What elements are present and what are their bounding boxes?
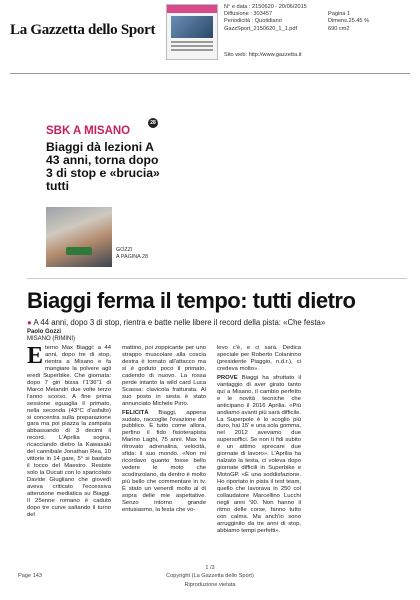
bullet-icon: ● bbox=[27, 318, 32, 327]
column-2-paragraph bbox=[122, 410, 206, 514]
caption-name: GOZZI bbox=[116, 247, 133, 253]
footer-copyright: Copyright (La Gazzetta dello Sport) bbox=[166, 573, 254, 579]
front-page-thumbnail bbox=[166, 4, 218, 60]
byline bbox=[27, 329, 75, 343]
article-column-3 bbox=[217, 345, 301, 537]
rider-photo bbox=[46, 207, 112, 267]
masthead-logo: La Gazzetta dello Sport bbox=[10, 22, 156, 38]
box-headline: Biaggi dà lezioni A 43 anni, torna dopo 3 di stop e «brucia» tutti bbox=[46, 140, 160, 193]
info-website: Sito web: http://www.gazzetta.it bbox=[224, 52, 302, 58]
subtitle-text: A 44 anni, dopo 3 di stop, rientra e batte nelle libere il record della pista: «Che festa» bbox=[33, 318, 326, 327]
drop-cap: E bbox=[27, 343, 44, 369]
column-2-lead: FELICITÀ bbox=[122, 409, 149, 416]
thumbnail-header-band bbox=[167, 5, 217, 13]
clipping-info bbox=[224, 4, 369, 33]
article-column-1 bbox=[27, 345, 111, 519]
thumbnail-text-line bbox=[171, 41, 213, 43]
column-3-paragraph bbox=[217, 375, 301, 535]
info-size: Dimens.25.45 % bbox=[328, 18, 370, 25]
article-title: Biaggi ferma il tempo: tutti dietro bbox=[27, 288, 356, 313]
info-circulation: Diffusione : 303457 bbox=[224, 11, 273, 18]
column-3-lead: PROVE bbox=[217, 374, 238, 381]
footer-rights: Riproduzione vietata bbox=[184, 582, 236, 588]
box-kicker: SBK A MISANO bbox=[46, 125, 131, 137]
footer-page-number: Page 143 bbox=[18, 573, 42, 579]
thumbnail-photo bbox=[171, 16, 213, 38]
column-3-text-b: Biaggi ha sfruttato il vantaggio di aver girato tanto qui a Misano, il cambio perfetto e le novità tecniche che anticipano il 2016 Aprilia. «Più andiamo avanti più sarà difficile. La Superpole è lo scoglio più duro, hai 15' e una sola gomma, nel 2012 avevamo due supersoffici. Se non ti fidi subito è un attimo sprecare due giornate di lavoro». L'Aprilia ha rialzato la testa, ci voleva dopo giornate difficili in Superbike e MotoGP. «È una soddisfazione. Ho riportato in pista il test team, quello che lavorava in 250 col collaudatore Marcellino Lucchi negli anni '90. Non hanno il ritmo delle corse, fanno tutto con calma. Ma anch'io sono arrugginito da tre anni di stop, abbiamo tempi perfetti». bbox=[217, 374, 301, 534]
caption-page-ref: A PAGINA 28 bbox=[116, 253, 148, 260]
header-divider bbox=[10, 73, 410, 74]
author-name: Paolo Gozzi bbox=[27, 329, 62, 335]
info-date: N° e data : 2150620 - 20/06/2015 bbox=[224, 4, 307, 10]
article-subtitle bbox=[27, 318, 325, 327]
helmet-visor bbox=[66, 247, 92, 255]
dateline: MISANO (RIMINI) bbox=[27, 336, 75, 342]
thumbnail-text-line bbox=[171, 45, 213, 47]
column-2-text-a: mattino, poi zoppicante per uno strappo muscolare alla coscia destra è tornato all'attacco ma si è goduto poco il primato, cadendo di nuovo. La rossa perde intanto la wild card Luca Scassa: clavicola fratturata. Al suo posto in sesta è stato annunciato Michele Pirro. bbox=[122, 345, 206, 407]
page-badge: 28 bbox=[148, 118, 158, 128]
thumbnail-text-line bbox=[171, 49, 213, 51]
section-divider bbox=[27, 278, 407, 279]
column-2-text-b: Biaggi, appena sudato, raccoglie l'ovazione del pubblico. È tutto come allora, perfino il fido fisioterapista Marino Laghi, 75 anni. Max ha ritrovato adrenalina, velocità, sfida: il suo mondo. «Non mi ricordavo quanto fosse bello vedere le moto che scodinzolano, da dentro è molto più bello che commentare in tv. È stato un venerdì molto al di sopra delle mie aspettative. Senzo intorno grande entusiasmo, la festa che vo- bbox=[122, 409, 206, 513]
article-column-2 bbox=[122, 345, 206, 516]
photo-caption bbox=[116, 247, 148, 260]
column-3-text-a: levo c'è, e ci sarà. Dedica speciale per Roberto Colaninno (presidente Piaggio, n.d.r.), ci credeva molto». bbox=[217, 345, 301, 372]
info-file: GazzSport_2150620_1_1.pdf bbox=[224, 25, 298, 32]
info-frequency: Periodicità : Quotidiano bbox=[224, 18, 282, 25]
info-page: Pagina 1 bbox=[328, 11, 351, 18]
info-area: 690 cm2 bbox=[328, 25, 350, 32]
column-1-text: terno Max Biaggi: a 44 anni, dopo tre di stop, rientra a Misano e fa mangiare la polvere agli eredi Superbike. Che giornata: dopo 7 giri bissa l'1'36"1 di Marco Melandri due volte terzo l'anno scorso. A fine prima sessione eguaglia il primato, nella seconda (43°C d'asfalto) si concentra sulla preparazione gara ma poi piazza la zampata abbassando di 3 decimi il record. L'Aprilia sogna, ricacciando dietro la Kawasaki del cannibale Jonathan Rea, 10 vittorie in 14 gare, 5° si bastato il tocco del Maestro. Resiste solo la Ducati con lo sparicolato Davide Giugliano che giovedì aveva criticato l'eccessiva attenzione mediatica su Biaggi. Il 25enne romano è caduto dopo tre curve saltando il turno del bbox=[27, 345, 111, 518]
footer-pager: 1 /3 bbox=[205, 565, 215, 571]
